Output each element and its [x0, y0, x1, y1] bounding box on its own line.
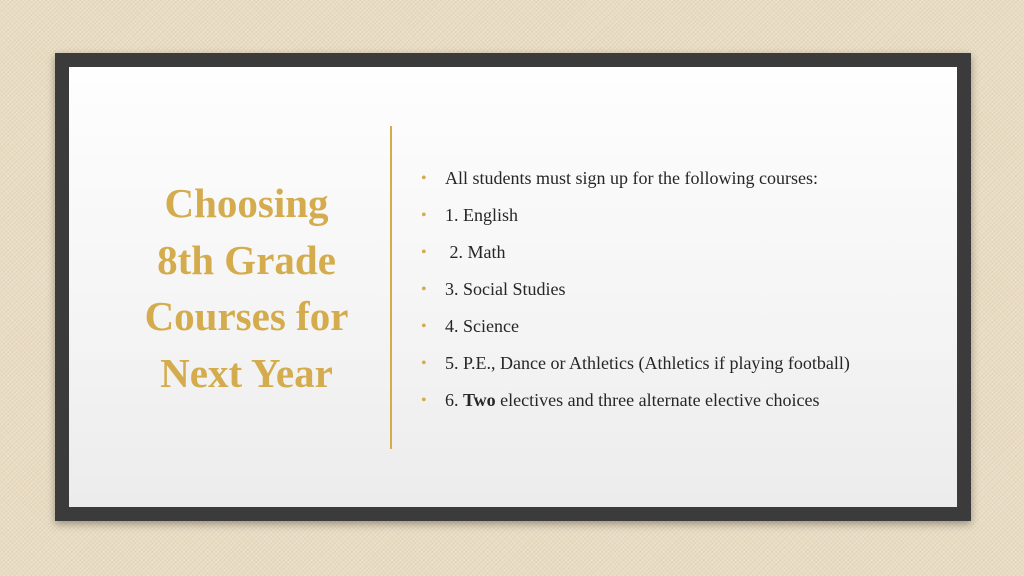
bullet-text: 1. English: [445, 205, 519, 225]
title-line: 8th Grade: [157, 236, 336, 283]
bullet-text-suffix: electives and three alternate elective choices: [495, 390, 820, 410]
title-line: Next Year: [160, 349, 333, 396]
bullet-dot-icon: •: [421, 318, 427, 335]
bullet-dot-icon: •: [421, 281, 427, 298]
bullet-dot-icon: •: [421, 392, 427, 409]
bullet-item: [421, 382, 850, 419]
bullet-dot-icon: •: [421, 170, 427, 187]
bullet-text: 2. Math: [445, 242, 506, 262]
slide-panel: [69, 67, 957, 507]
slide-frame: [55, 53, 971, 521]
title-line: Choosing: [164, 180, 329, 226]
bullet-dot-icon: •: [421, 355, 427, 372]
bullet-item: [421, 197, 850, 234]
bullet-text: 5. P.E., Dance or Athletics (Athletics if playing football): [445, 353, 850, 373]
title-line: Courses for: [144, 293, 349, 339]
bullet-item: [421, 345, 850, 382]
bullet-dot-icon: •: [421, 207, 427, 224]
bullet-item: [421, 234, 850, 271]
slide-title: [99, 175, 394, 401]
bullet-text: All students must sign up for the following courses:: [445, 168, 818, 188]
bullet-item: [421, 160, 850, 197]
bullet-text: 3. Social Studies: [445, 279, 566, 299]
vertical-divider: [390, 126, 392, 449]
bullet-text: [445, 390, 820, 410]
bullet-text-prefix: 6.: [445, 390, 463, 410]
bullet-dot-icon: •: [421, 244, 427, 261]
bullet-item: [421, 271, 850, 308]
bullet-text-bold: Two: [463, 390, 496, 410]
bullet-list: [421, 160, 850, 419]
bullet-text: 4. Science: [445, 316, 519, 336]
bullet-item: [421, 308, 850, 345]
